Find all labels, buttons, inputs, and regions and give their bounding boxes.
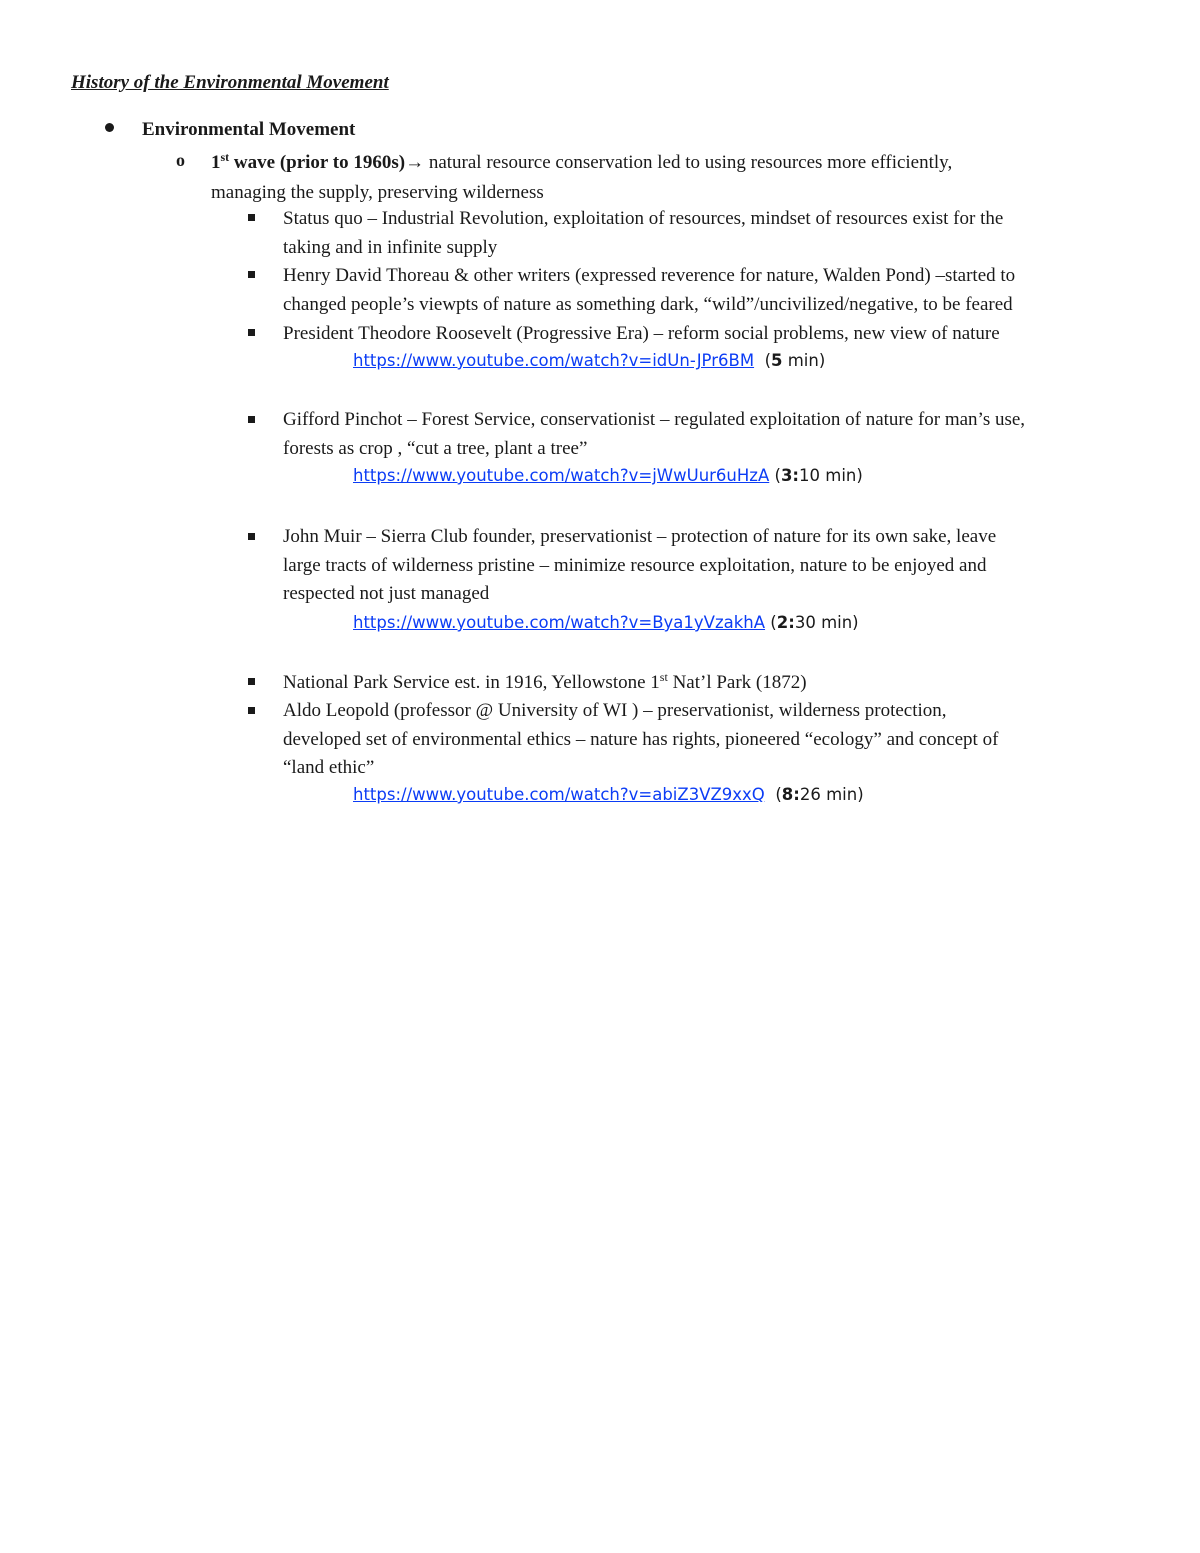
- document-title: History of the Environmental Movement: [71, 72, 389, 93]
- list-item-national-park-service: National Park Service est. in 1916, Yellowstone 1st Nat’l Park (1872): [283, 670, 807, 693]
- list-item-status-quo: Status quo – Industrial Revolution, exploitation of resources, mindset of resources exist for the taking and in infinite supply: [283, 208, 1004, 258]
- square-bullet-icon: [248, 707, 255, 714]
- list-item-muir: John Muir – Sierra Club founder, preservationist – protection of nature for its own sake, leave large tracts of wilderness pristine – minimize resource exploitation, nature to be enjoyed and respected not just managed: [283, 526, 997, 604]
- section-heading: Environmental Movement: [142, 119, 356, 140]
- square-bullet-icon: [248, 329, 255, 336]
- video-link[interactable]: https://www.youtube.com/watch?v=Bya1yVzakhA: [353, 613, 766, 632]
- square-bullet-icon: [248, 214, 255, 221]
- video-duration: (2:30 min): [770, 613, 859, 632]
- video-link[interactable]: https://www.youtube.com/watch?v=abiZ3VZ9xxQ: [353, 785, 765, 804]
- video-link-row: [353, 466, 863, 485]
- video-duration: (8:26 min): [775, 785, 864, 804]
- arrow-right-icon: →: [405, 152, 425, 173]
- first-wave-label: 1st wave (prior to 1960s)→: [211, 150, 425, 173]
- video-link[interactable]: https://www.youtube.com/watch?v=jWwUur6uHzA: [353, 466, 770, 485]
- list-item-thoreau: Henry David Thoreau & other writers (expressed reverence for nature, Walden Pond) –started to changed people’s viewpts of nature as something dark, “wild”/uncivilized/negative, to be feared: [283, 265, 1016, 315]
- list-item-roosevelt: President Theodore Roosevelt (Progressive Era) – reform social problems, new view of nature: [283, 323, 1000, 344]
- list-item-leopold: Aldo Leopold (professor @ University of WI ) – preservationist, wilderness protection, developed set of environmental ethics – nature has rights, pioneered “ecology” and concept of “land ethic”: [283, 700, 999, 778]
- video-link[interactable]: https://www.youtube.com/watch?v=idUn-JPr6BM: [353, 351, 755, 370]
- list-item-pinchot: Gifford Pinchot – Forest Service, conservationist – regulated exploitation of nature for man’s use, forests as crop , “cut a tree, plant a tree”: [283, 409, 1026, 459]
- circle-bullet-icon: o: [176, 150, 185, 170]
- square-bullet-icon: [248, 533, 255, 540]
- video-duration: (5 min): [764, 351, 826, 370]
- video-link-row: [353, 785, 864, 804]
- video-duration: (3:10 min): [774, 466, 863, 485]
- square-bullet-icon: [248, 416, 255, 423]
- first-wave-text: 1st wave (prior to 1960s)→ natural resource conservation led to using resources more efficiently, managing the supply, preserving wilderness: [211, 150, 953, 203]
- round-bullet-icon: [105, 123, 114, 132]
- square-bullet-icon: [248, 271, 255, 278]
- square-bullet-icon: [248, 678, 255, 685]
- video-link-row: [353, 351, 825, 370]
- video-link-row: [353, 613, 859, 632]
